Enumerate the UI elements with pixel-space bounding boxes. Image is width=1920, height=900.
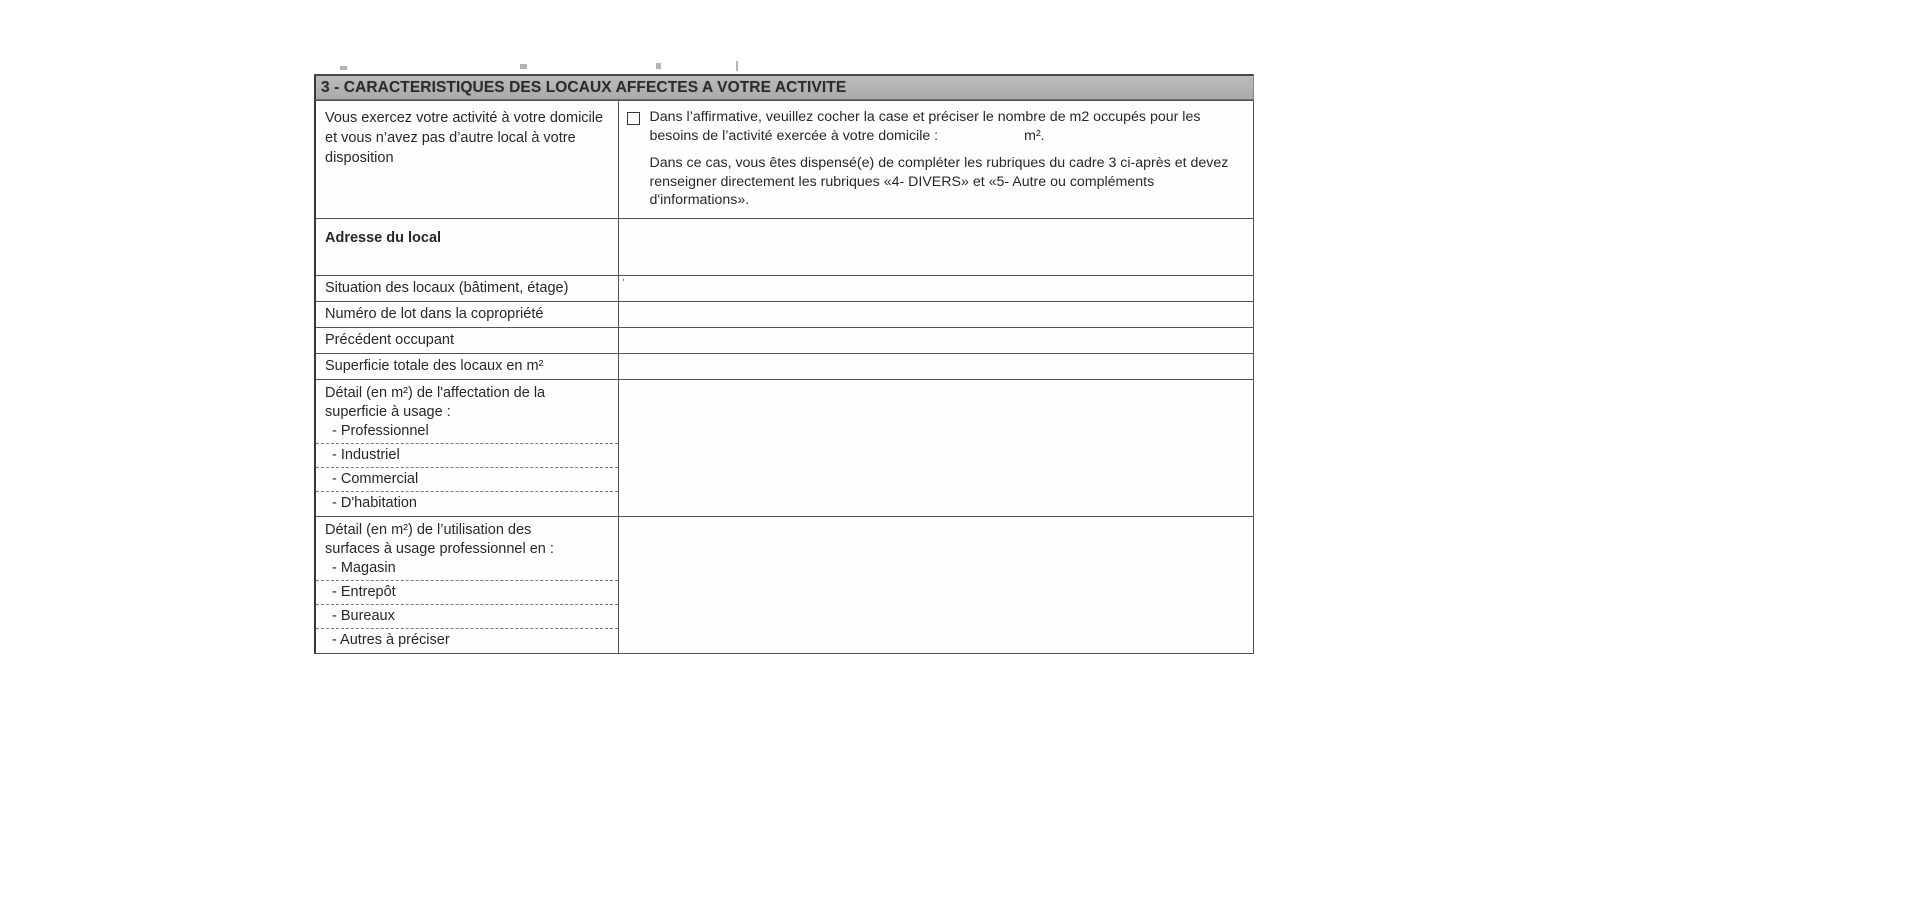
table-row-utilisation-magasin	[315, 516, 1254, 580]
affectation-values[interactable]	[619, 380, 1254, 498]
affectation-item-commercial-label: - Commercial	[332, 470, 419, 487]
notice-paragraph-1-unit: m².	[1024, 127, 1045, 144]
table-row-precedent-occupant	[315, 327, 1254, 353]
table-row-adresse	[315, 218, 1254, 275]
utilisation-heading-line-1: Détail (en m²) de l’utilisation des	[325, 521, 532, 538]
precedent-occupant-label-cell	[315, 327, 618, 353]
affectation-item-professionnel-label: - Professionnel	[332, 422, 429, 439]
table-row-situation	[315, 275, 1254, 301]
precedent-occupant-value-cell[interactable]	[618, 327, 1254, 353]
affectation-values-cell[interactable]	[618, 379, 1254, 516]
numero-lot-label-cell	[315, 301, 618, 327]
superficie-totale-label: Superficie totale des locaux en m²	[325, 357, 544, 374]
home-office-label: Vous exercez votre activité à votre domicile et vous n’avez pas d’autre local à votre disposition	[325, 110, 604, 166]
affectation-heading-line-2: superficie à usage :	[325, 403, 451, 420]
precedent-occupant-label: Précédent occupant	[325, 331, 454, 348]
numero-lot-label: Numéro de lot dans la copropriété	[325, 305, 544, 322]
utilisation-item-bureaux-label: - Bureaux	[332, 607, 395, 624]
situation-label: Situation des locaux (bâtiment, étage)	[325, 279, 569, 296]
notice-paragraph-1	[650, 108, 1246, 145]
affectation-heading-line-1: Détail (en m²) de l'affectation de la	[325, 384, 546, 401]
utilisation-item-autres-cell	[315, 628, 618, 653]
affectation-item-habitation-cell	[315, 491, 618, 516]
situation-label-cell	[315, 275, 618, 301]
home-office-label-cell	[315, 101, 618, 219]
table-row-superficie-totale	[315, 353, 1254, 379]
scan-artifact	[656, 63, 661, 69]
table-row-numero-lot	[315, 301, 1254, 327]
scan-artifact	[520, 64, 527, 69]
precedent-occupant-value[interactable]	[619, 328, 1254, 353]
affectation-item-commercial-cell	[315, 467, 618, 491]
table-row-affectation-professionnel	[315, 379, 1254, 443]
table-row-home-office	[315, 101, 1254, 219]
utilisation-item-entrepot-cell	[315, 580, 618, 604]
utilisation-item-entrepot-label: - Entrepôt	[332, 583, 396, 600]
utilisation-item-bureaux-cell	[315, 604, 618, 628]
utilisation-values-cell[interactable]	[618, 516, 1254, 653]
utilisation-heading-cell	[315, 516, 618, 580]
utilisation-values[interactable]	[619, 517, 1254, 635]
adresse-label: Adresse du local	[325, 229, 442, 246]
locaux-form-table	[314, 100, 1254, 654]
adresse-value[interactable]	[619, 219, 1254, 275]
notice-paragraph-1-text: Dans l’affirmative, veuillez cocher la case et préciser le nombre de m2 occupés pour les besoins de l’activité exercée à votre domicile :	[649, 109, 1201, 144]
home-office-notice	[619, 101, 1254, 218]
home-office-notice-cell	[618, 101, 1254, 219]
section-header-title: 3 - CARACTERISTIQUES DES LOCAUX AFFECTES A VOTRE ACTIVITE	[321, 78, 847, 96]
superficie-totale-value-cell[interactable]	[618, 353, 1254, 379]
superficie-totale-value[interactable]	[619, 354, 1254, 379]
notice-paragraph-2: Dans ce cas, vous êtes dispensé(e) de compléter les rubriques du cadre 3 ci-après et devez renseigner directement les rubriques «4- DIVERS» et «5- Autre ou compléments d'informations».	[649, 155, 1229, 208]
adresse-label-cell	[315, 218, 618, 275]
numero-lot-value-cell[interactable]	[618, 301, 1254, 327]
scan-artifact	[736, 61, 738, 71]
scan-artifact	[340, 66, 347, 70]
affectation-item-habitation-label: - D'habitation	[332, 494, 417, 511]
affectation-item-industriel-label: - Industriel	[332, 446, 400, 463]
home-office-checkbox[interactable]	[627, 112, 640, 125]
home-office-notice-text	[650, 108, 1246, 210]
scan-artifact: '	[622, 275, 625, 290]
adresse-value-cell[interactable]	[618, 218, 1254, 275]
superficie-totale-label-cell	[315, 353, 618, 379]
utilisation-item-autres-label: - Autres à préciser	[332, 631, 450, 648]
situation-value-cell[interactable]	[618, 275, 1254, 301]
utilisation-heading-line-2: surfaces à usage professionnel en :	[325, 540, 554, 557]
numero-lot-value[interactable]	[619, 302, 1254, 327]
form-block	[314, 74, 1254, 654]
affectation-item-industriel-cell	[315, 443, 618, 467]
utilisation-item-magasin-label: - Magasin	[332, 559, 396, 576]
section-header	[314, 74, 1254, 100]
situation-value[interactable]	[619, 276, 1254, 301]
affectation-heading-cell	[315, 379, 618, 443]
